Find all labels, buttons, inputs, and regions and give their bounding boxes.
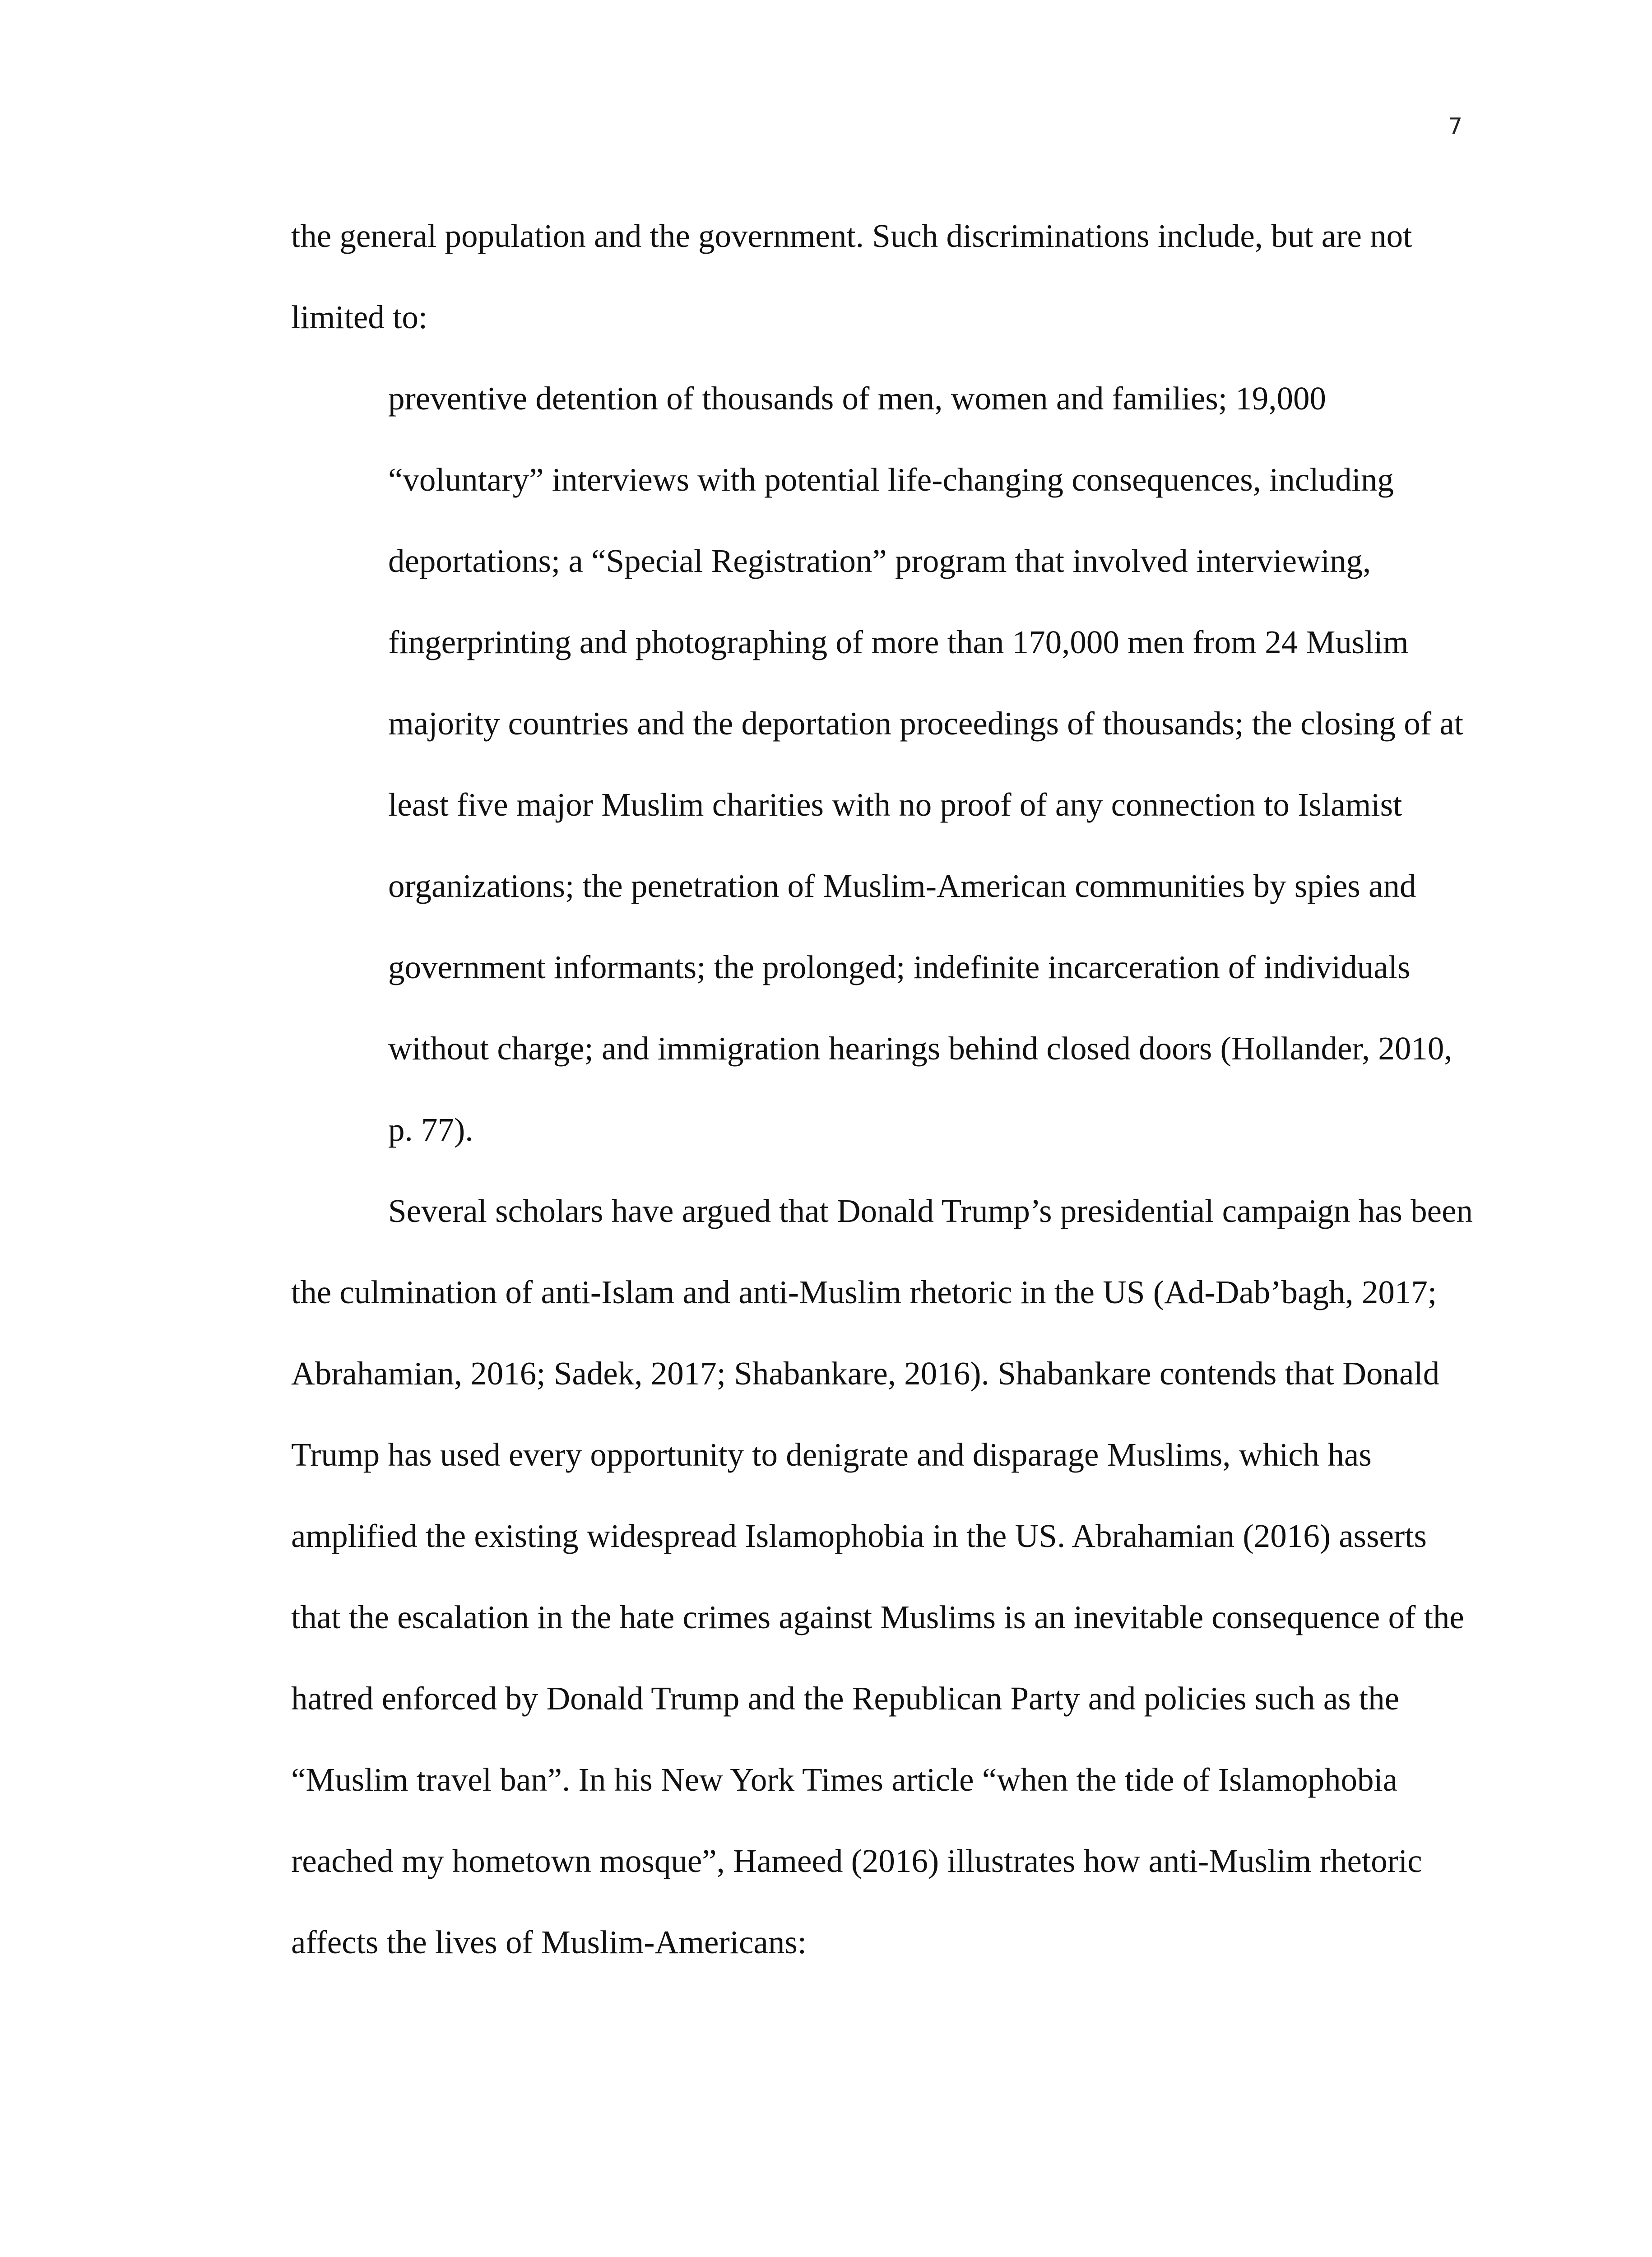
text-line: least five major Muslim charities with no proof of any connection to Islamist bbox=[388, 786, 1402, 823]
text-line: “voluntary” interviews with potential life-changing consequences, including bbox=[388, 461, 1394, 498]
text-line: affects the lives of Muslim-Americans: bbox=[291, 1924, 807, 1960]
page-number: 7 bbox=[1448, 113, 1462, 139]
text-line: government informants; the prolonged; indefinite incarceration of individuals bbox=[388, 949, 1411, 985]
text-line: fingerprinting and photographing of more than 170,000 men from 24 Muslim bbox=[388, 624, 1409, 660]
text-line: p. 77). bbox=[388, 1111, 473, 1148]
text-line: hatred enforced by Donald Trump and the Republican Party and policies such as the bbox=[291, 1680, 1400, 1717]
text-line: Trump has used every opportunity to denigrate and disparage Muslims, which has bbox=[291, 1436, 1372, 1473]
text-line: the general population and the government. Such discriminations include, but are not bbox=[291, 218, 1412, 254]
text-line: limited to: bbox=[291, 299, 428, 335]
text-line: organizations; the penetration of Muslim-American communities by spies and bbox=[388, 868, 1416, 904]
text-line: the culmination of anti-Islam and anti-Muslim rhetoric in the US (Ad-Dab’bagh, 2017; bbox=[291, 1274, 1437, 1310]
text-line: reached my hometown mosque”, Hameed (2016) illustrates how anti-Muslim rhetoric bbox=[291, 1843, 1422, 1879]
text-line: amplified the existing widespread Islamophobia in the US. Abrahamian (2016) asserts bbox=[291, 1518, 1427, 1554]
text-line: that the escalation in the hate crimes against Muslims is an inevitable consequence of the bbox=[291, 1599, 1464, 1635]
text-line: preventive detention of thousands of men, women and families; 19,000 bbox=[388, 380, 1327, 417]
text-line: majority countries and the deportation proceedings of thousands; the closing of at bbox=[388, 705, 1464, 742]
text-line: Abrahamian, 2016; Sadek, 2017; Shabankare, 2016). Shabankare contends that Donald bbox=[291, 1355, 1440, 1392]
text-line: without charge; and immigration hearings behind closed doors (Hollander, 2010, bbox=[388, 1030, 1452, 1067]
text-line: deportations; a “Special Registration” program that involved interviewing, bbox=[388, 543, 1371, 579]
text-line: Several scholars have argued that Donald Trump’s presidential campaign has been bbox=[388, 1193, 1473, 1229]
text-line: “Muslim travel ban”. In his New York Times article “when the tide of Islamophobia bbox=[291, 1761, 1398, 1798]
